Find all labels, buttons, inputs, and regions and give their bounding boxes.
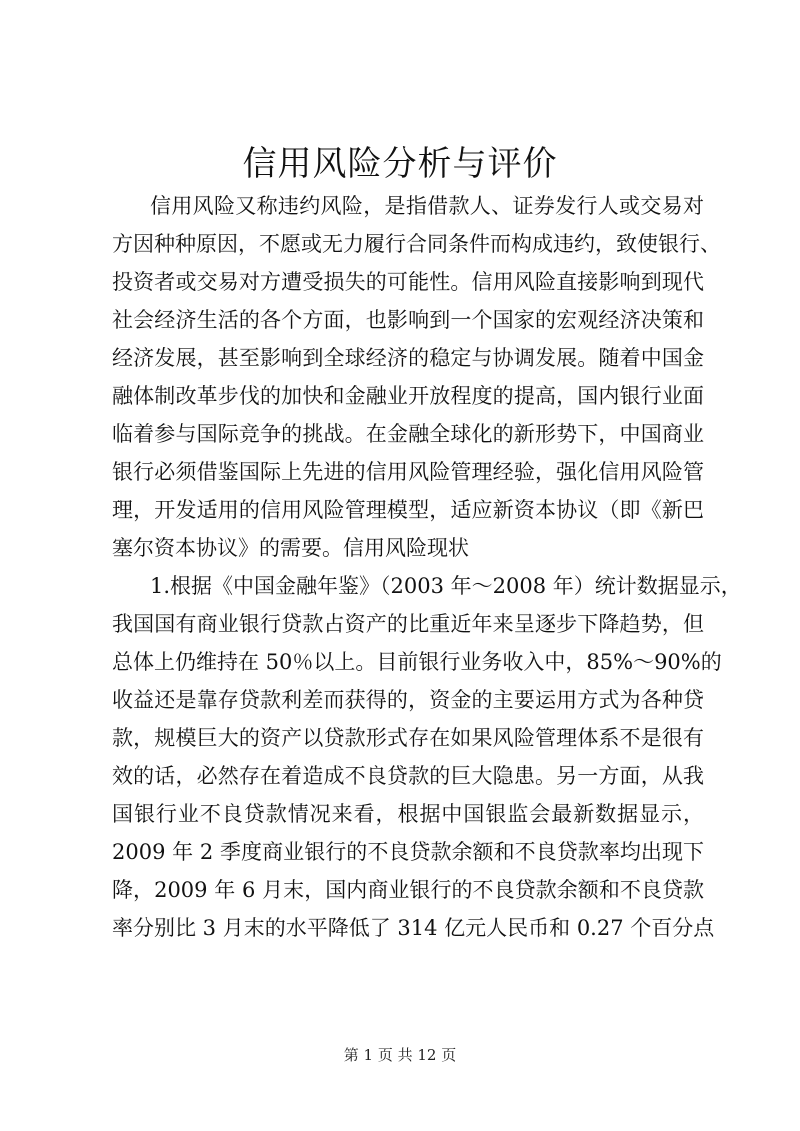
paragraph-2-line-4: 收益还是靠存贷款利差而获得的，资金的主要运用方式为各种贷 <box>112 688 704 712</box>
paragraph-1-line-5: 经济发展，甚至影响到全球经济的稳定与协调发展。随着中国金 <box>112 346 704 370</box>
paragraph-2-line-2: 我国国有商业银行贷款占资产的比重近年来呈逐步下降趋势，但 <box>112 612 704 636</box>
paragraph-2-line-10: 率分别比 3 月末的水平降低了 314 亿元人民币和 0.27 个百分点 <box>112 916 715 940</box>
paragraph-2-line-5: 款，规模巨大的资产以贷款形式存在如果风险管理体系不是很有 <box>112 726 704 750</box>
document-title: 信用风险分析与评价 <box>242 144 558 184</box>
paragraph-1-line-1: 信用风险又称违约风险，是指借款人、证券发行人或交易对 <box>150 194 704 218</box>
paragraph-1-line-6: 融体制改革步伐的加快和金融业开放程度的提高，国内银行业面 <box>112 384 704 408</box>
paragraph-1-line-9: 理，开发适用的信用风险管理模型，适应新资本协议（即《新巴 <box>112 498 704 522</box>
paragraph-1-line-2: 方因种种原因，不愿或无力履行合同条件而构成违约，致使银行、 <box>112 232 721 256</box>
page-number-footer: 第 1 页 共 12 页 <box>343 1046 457 1064</box>
paragraph-2-line-3: 总体上仍维持在 50％以上。目前银行业务收入中，85%～90%的 <box>112 650 722 674</box>
paragraph-1-line-3: 投资者或交易对方遭受损失的可能性。信用风险直接影响到现代 <box>112 270 704 294</box>
paragraph-1-line-7: 临着参与国际竞争的挑战。在金融全球化的新形势下，中国商业 <box>112 422 704 446</box>
paragraph-1-line-4: 社会经济生活的各个方面，也影响到一个国家的宏观经济决策和 <box>112 308 704 332</box>
paragraph-2-line-7: 国银行业不良贷款情况来看，根据中国银监会最新数据显示， <box>112 802 704 826</box>
paragraph-1-line-8: 银行必须借鉴国际上先进的信用风险管理经验，强化信用风险管 <box>112 460 704 484</box>
paragraph-2-line-8: 2009 年 2 季度商业银行的不良贷款余额和不良贷款率均出现下 <box>112 840 704 864</box>
paragraph-2-line-1: 1.根据《中国金融年鉴》（2003 年～2008 年）统计数据显示， <box>150 574 742 598</box>
paragraph-1-line-10: 塞尔资本协议》的需要。信用风险现状 <box>112 536 469 560</box>
paragraph-2-line-6: 效的话，必然存在着造成不良贷款的巨大隐患。另一方面，从我 <box>112 764 704 788</box>
paragraph-2-line-9: 降，2009 年 6 月末，国内商业银行的不良贷款余额和不良贷款 <box>112 878 704 902</box>
